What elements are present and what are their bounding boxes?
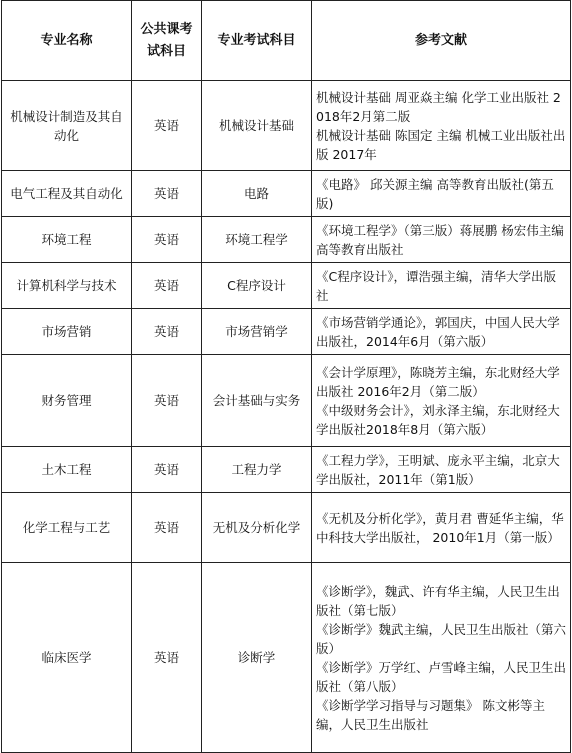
reference-entry: 机械设计基础 陈国定 主编 机械工业出版社出版 2017年	[316, 127, 566, 162]
header-public-course: 公共课考试科目	[132, 1, 202, 81]
reference-entry: 机械设计基础 周亚焱主编 化学工业出版社 2018年2月第二版	[316, 89, 561, 124]
reference-entry: 《无机及分析化学》，黄月君 曹延华主编，华中科技大学出版社， 2010年1月（第一版）	[316, 510, 564, 545]
major-cell: 计算机科学与技术	[2, 263, 132, 309]
major-subject-cell: 无机及分析化学	[202, 493, 312, 563]
references-cell	[312, 493, 571, 563]
reference-entry: 《中级财务会计》，刘永泽主编，东北财经大学出版社2018年8月（第六版）	[316, 402, 560, 437]
public-course-cell: 英语	[132, 171, 202, 217]
public-course-cell: 英语	[132, 493, 202, 563]
table-row	[2, 171, 571, 217]
reference-entry: 《诊断学》魏武主编，人民卫生出版社（第六版）	[316, 621, 567, 656]
major-cell: 环境工程	[2, 217, 132, 263]
major-cell: 临床医学	[2, 563, 132, 753]
table-row	[2, 309, 571, 355]
table-row	[2, 447, 571, 493]
public-course-cell: 英语	[132, 217, 202, 263]
major-cell: 土木工程	[2, 447, 132, 493]
public-course-cell: 英语	[132, 355, 202, 447]
table-row	[2, 493, 571, 563]
reference-entry: 《诊断学》，魏武、许有华主编，人民卫生出版社（第七版）	[316, 583, 560, 618]
reference-entry: 《诊断学》万学红、卢雪峰主编，人民卫生出版社（第八版）	[316, 659, 567, 694]
public-course-cell: 英语	[132, 563, 202, 753]
public-course-cell: 英语	[132, 81, 202, 171]
reference-entry: 《电路》 邱关源主编 高等教育出版社(第五版)	[316, 176, 554, 211]
header-major: 专业名称	[2, 1, 132, 81]
table-header	[2, 1, 571, 81]
major-subject-cell: 市场营销学	[202, 309, 312, 355]
table-row	[2, 563, 571, 753]
major-subject-cell: 诊断学	[202, 563, 312, 753]
references-cell	[312, 309, 571, 355]
table-body	[2, 81, 571, 753]
references-cell	[312, 217, 571, 263]
reference-entry: 《会计学原理》，陈晓芳主编，东北财经大学出版社 2016年2月（第二版）	[316, 364, 560, 399]
major-cell: 市场营销	[2, 309, 132, 355]
references-cell	[312, 447, 571, 493]
reference-entry: 《工程力学》，王明斌、庞永平主编，北京大学出版社，2011年（第1版）	[316, 452, 560, 487]
major-subject-cell: 会计基础与实务	[202, 355, 312, 447]
references-cell	[312, 563, 571, 753]
table-row	[2, 81, 571, 171]
reference-entry: 《环境工程学》（第三版）蒋展鹏 杨宏伟主编 高等教育出版社	[316, 222, 564, 257]
reference-entry: 《C程序设计》，谭浩强主编，清华大学出版社	[316, 268, 556, 303]
header-major-subject: 专业考试科目	[202, 1, 312, 81]
major-subject-cell: 环境工程学	[202, 217, 312, 263]
major-cell: 机械设计制造及其自动化	[2, 81, 132, 171]
exam-subjects-table	[1, 0, 571, 753]
references-cell	[312, 263, 571, 309]
references-cell	[312, 171, 571, 217]
public-course-cell: 英语	[132, 447, 202, 493]
major-cell: 化学工程与工艺	[2, 493, 132, 563]
major-subject-cell: 机械设计基础	[202, 81, 312, 171]
references-cell	[312, 81, 571, 171]
major-subject-cell: C程序设计	[202, 263, 312, 309]
major-subject-cell: 电路	[202, 171, 312, 217]
table-row	[2, 217, 571, 263]
header-references: 参考文献	[312, 1, 571, 81]
table-row	[2, 263, 571, 309]
reference-entry: 《市场营销学通论》，郭国庆，中国人民大学出版社，2014年6月（第六版）	[316, 314, 560, 349]
major-cell: 电气工程及其自动化	[2, 171, 132, 217]
public-course-cell: 英语	[132, 309, 202, 355]
references-cell	[312, 355, 571, 447]
table-row	[2, 355, 571, 447]
public-course-cell: 英语	[132, 263, 202, 309]
major-subject-cell: 工程力学	[202, 447, 312, 493]
header-row	[2, 1, 571, 81]
major-cell: 财务管理	[2, 355, 132, 447]
reference-entry: 《诊断学学习指导与习题集》 陈文彬等主编，人民卫生出版社	[316, 697, 545, 732]
